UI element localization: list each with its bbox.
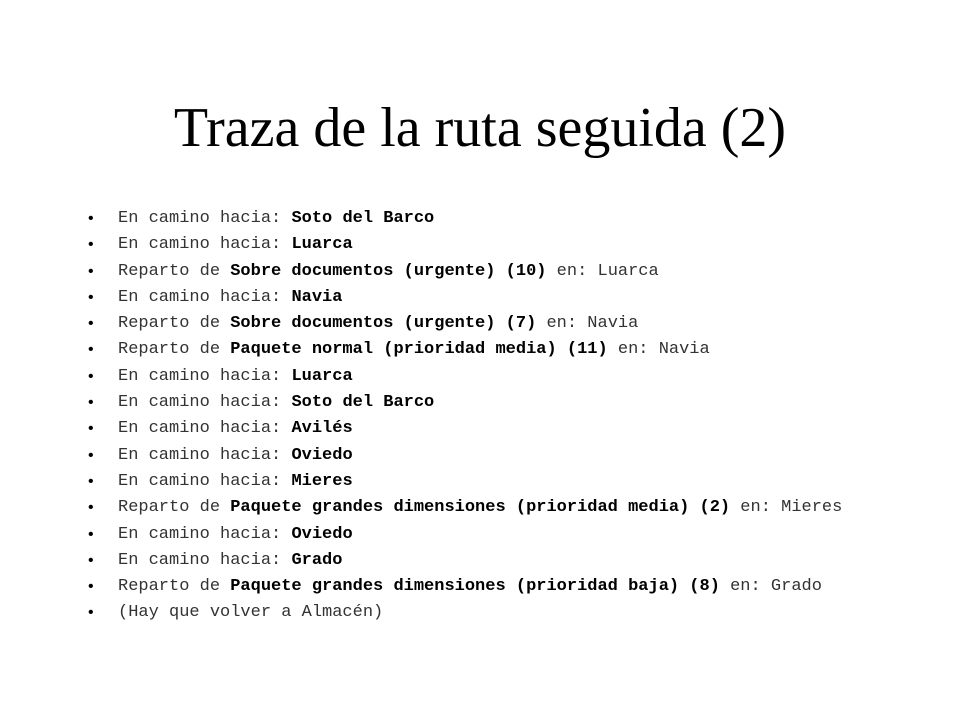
trace-list-item — [88, 420, 928, 438]
trace-item-text: En camino hacia: — [118, 235, 292, 255]
trace-item-detail: Grado — [291, 550, 343, 570]
trace-list-item — [88, 447, 928, 465]
trace-list-item — [88, 604, 928, 622]
trace-item-text: Reparto de — [118, 340, 231, 360]
bullet-icon: • — [88, 315, 94, 333]
trace-item-text: En camino hacia: — [118, 524, 292, 544]
trace-list-item — [88, 210, 928, 228]
trace-list-item — [88, 552, 928, 570]
bullet-icon: • — [88, 341, 94, 359]
bullet-icon: • — [88, 499, 94, 517]
bullet-icon: • — [88, 394, 94, 412]
trace-item-text: En camino hacia: — [118, 445, 292, 465]
trace-item-text: Reparto de — [118, 261, 231, 281]
trace-item-detail: Paquete grandes dimensiones (prioridad baja) (8) — [230, 577, 720, 597]
trace-item-detail: Mieres — [291, 471, 353, 491]
slide-title: Traza de la ruta seguida (2) — [173, 97, 787, 159]
trace-list-item — [88, 394, 928, 412]
trace-list-item — [88, 473, 928, 491]
trace-item-detail: Soto del Barco — [291, 209, 435, 228]
trace-item-text: Reparto de — [118, 314, 231, 334]
trace-item-text: en: Navia — [536, 314, 639, 334]
trace-item-text: Reparto de — [118, 498, 231, 518]
trace-item-text: En camino hacia: — [118, 366, 292, 386]
bullet-icon: • — [88, 446, 94, 464]
trace-item-detail: Navia — [291, 287, 343, 307]
trace-item-detail: Luarca — [291, 235, 353, 255]
trace-item-text: (Hay que volver a Almacén) — [118, 603, 384, 623]
trace-item-text: En camino hacia: — [118, 287, 292, 307]
bullet-icon: • — [88, 210, 94, 227]
trace-item-text: en: Grado — [719, 577, 822, 597]
trace-item-detail: Avilés — [291, 419, 353, 439]
trace-item-detail: Luarca — [291, 366, 353, 386]
trace-item-text: en: Mieres — [730, 498, 843, 518]
trace-item-text: En camino hacia: — [118, 419, 292, 439]
trace-list-item — [88, 526, 928, 544]
bullet-icon: • — [88, 472, 94, 490]
trace-item-detail: Sobre documentos (urgente) (7) — [230, 314, 537, 334]
trace-list-item — [88, 578, 928, 596]
trace-item-text: en: Luarca — [546, 261, 659, 281]
bullet-icon: • — [88, 420, 94, 438]
trace-list-item — [88, 368, 928, 386]
bullet-icon: • — [88, 367, 94, 385]
bullet-icon: • — [88, 551, 94, 569]
trace-item-text: En camino hacia: — [118, 550, 292, 570]
bullet-icon: • — [88, 578, 94, 596]
trace-list-item — [88, 263, 928, 281]
trace-list-item — [88, 499, 928, 517]
trace-list-item — [88, 341, 928, 359]
trace-item-detail: Oviedo — [291, 524, 353, 544]
bullet-icon: • — [88, 288, 94, 306]
bullet-icon: • — [88, 262, 94, 280]
trace-item-text: En camino hacia: — [118, 393, 292, 413]
trace-item-detail: Paquete normal (prioridad media) (11) — [230, 340, 608, 360]
trace-item-text: En camino hacia: — [118, 209, 292, 228]
route-trace-list — [88, 210, 928, 631]
trace-list-item — [88, 289, 928, 307]
trace-item-detail: Sobre documentos (urgente) (10) — [230, 261, 547, 281]
trace-list-item — [88, 315, 928, 333]
trace-list-item — [88, 236, 928, 254]
bullet-icon: • — [88, 604, 94, 622]
trace-item-text: En camino hacia: — [118, 471, 292, 491]
trace-item-detail: Oviedo — [291, 445, 353, 465]
bullet-icon: • — [88, 525, 94, 543]
bullet-icon: • — [88, 236, 94, 254]
trace-item-detail: Paquete grandes dimensiones (prioridad media) (2) — [230, 498, 731, 518]
trace-item-text: en: Navia — [607, 340, 710, 360]
trace-item-detail: Soto del Barco — [291, 393, 435, 413]
trace-item-text: Reparto de — [118, 577, 231, 597]
